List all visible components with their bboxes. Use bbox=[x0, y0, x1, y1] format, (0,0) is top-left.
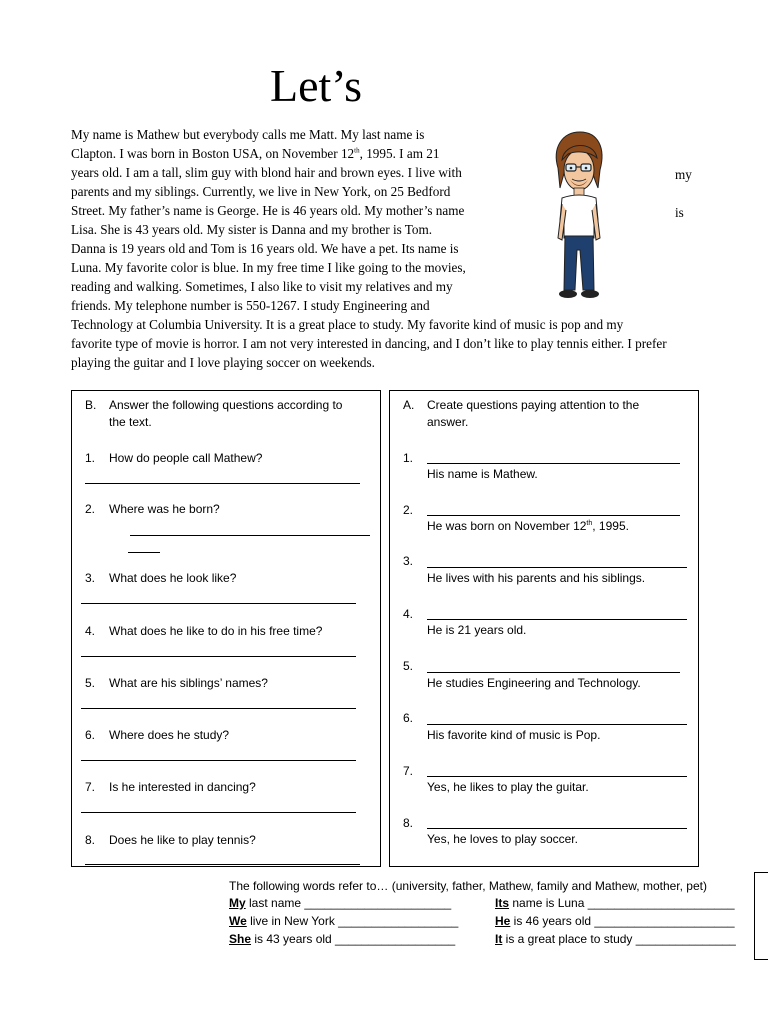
passage-continuation: is bbox=[675, 205, 684, 220]
passage-line: years old. I am a tall, slim guy with blond hair and brown eyes. I live with bbox=[71, 165, 462, 180]
question-line[interactable] bbox=[427, 463, 680, 464]
section-a-instruction: A. Create questions paying attention to the bbox=[403, 398, 640, 412]
reference-item: Its name is Luna ______________________ bbox=[495, 896, 735, 910]
passage-line: Danna is 19 years old and Tom is 16 years old. We have a pet. Its name is bbox=[71, 241, 459, 256]
given-answer-7: Yes, he likes to play the guitar. bbox=[427, 780, 589, 794]
answer-number: 1. bbox=[403, 451, 414, 465]
question-line[interactable] bbox=[427, 776, 687, 777]
given-answer-1: His name is Mathew. bbox=[427, 467, 538, 481]
page-title: Let’s bbox=[270, 60, 362, 111]
answer-number: 8. bbox=[403, 816, 414, 830]
answer-line[interactable] bbox=[85, 864, 360, 865]
question-8: 8. Does he like to play tennis? bbox=[85, 833, 256, 847]
given-answer-5: He studies Engineering and Technology. bbox=[427, 676, 641, 690]
passage-line: favorite type of movie is horror. I am not very interested in dancing, and I don’t like to play tennis either. I prefer bbox=[71, 336, 667, 351]
answer-line[interactable] bbox=[130, 535, 370, 536]
reference-item: We live in New York __________________ bbox=[229, 914, 459, 928]
question-2: 2. Where was he born? bbox=[85, 502, 220, 516]
answer-number: 4. bbox=[403, 607, 414, 621]
passage-continuation: my bbox=[675, 167, 692, 182]
answer-number: 3. bbox=[403, 554, 414, 568]
question-line[interactable] bbox=[427, 619, 687, 620]
passage-line: Clapton. I was born in Boston USA, on November 12th, 1995. I am 21 bbox=[71, 146, 440, 161]
question-6: 6. Where does he study? bbox=[85, 728, 230, 742]
passage-line: Technology at Columbia University. It is a great place to study. My favorite kind of music is pop and my bbox=[71, 317, 624, 332]
answer-line[interactable] bbox=[81, 656, 356, 657]
passage-line: Street. My father’s name is George. He is 46 years old. My mother’s name bbox=[71, 203, 465, 218]
question-1: 1. How do people call Mathew? bbox=[85, 451, 263, 465]
question-3: 3. What does he look like? bbox=[85, 571, 237, 585]
passage-line: playing the guitar and I love playing soccer on weekends. bbox=[71, 355, 375, 370]
answer-number: 2. bbox=[403, 503, 414, 517]
cropped-box-edge bbox=[754, 872, 768, 960]
answer-line[interactable] bbox=[81, 603, 356, 604]
answer-line[interactable] bbox=[128, 552, 160, 553]
answer-number: 6. bbox=[403, 711, 414, 725]
question-5: 5. What are his siblings’ names? bbox=[85, 676, 268, 690]
answer-line[interactable] bbox=[81, 812, 356, 813]
reference-item: He is 46 years old _____________________ bbox=[495, 914, 735, 928]
section-a-instruction-cont: answer. bbox=[427, 415, 469, 429]
section-b-instruction: B. Answer the following questions according to bbox=[85, 398, 343, 412]
passage-line: friends. My telephone number is 550-1267. I study Engineering and bbox=[71, 298, 430, 313]
given-answer-2: He was born on November 12th, 1995. bbox=[427, 519, 629, 533]
answer-line[interactable] bbox=[81, 760, 356, 761]
question-7: 7. Is he interested in dancing? bbox=[85, 780, 256, 794]
passage-line: parents and my siblings. Currently, we live in New York, on 25 Bedford bbox=[71, 184, 451, 199]
question-line[interactable] bbox=[427, 828, 687, 829]
question-line[interactable] bbox=[427, 515, 680, 516]
section-b-instruction-cont: the text. bbox=[109, 415, 152, 429]
passage-line: reading and walking. Sometimes, I also like to visit my relatives and my bbox=[71, 279, 453, 294]
question-4: 4. What does he like to do in his free time? bbox=[85, 624, 323, 638]
passage-line: My name is Mathew but everybody calls me Matt. My last name is bbox=[71, 127, 425, 142]
reference-instruction: The following words refer to… (university, father, Mathew, family and Mathew, mother, pet) bbox=[229, 879, 707, 893]
given-answer-4: He is 21 years old. bbox=[427, 623, 527, 637]
passage-line: Luna. My favorite color is blue. In my free time I like going to the movies, bbox=[71, 260, 466, 275]
answer-number: 5. bbox=[403, 659, 414, 673]
cartoon-boy-illustration bbox=[548, 128, 610, 304]
reference-item: She is 43 years old __________________ bbox=[229, 932, 456, 946]
question-line[interactable] bbox=[427, 567, 687, 568]
reference-item: It is a great place to study _______________ bbox=[495, 932, 736, 946]
reference-item: My last name ______________________ bbox=[229, 896, 452, 910]
answer-line[interactable] bbox=[85, 483, 360, 484]
given-answer-6: His favorite kind of music is Pop. bbox=[427, 728, 601, 742]
given-answer-8: Yes, he loves to play soccer. bbox=[427, 832, 578, 846]
answer-number: 7. bbox=[403, 764, 414, 778]
answer-line[interactable] bbox=[81, 708, 356, 709]
question-line[interactable] bbox=[427, 672, 680, 673]
given-answer-3: He lives with his parents and his siblings. bbox=[427, 571, 646, 585]
question-line[interactable] bbox=[427, 724, 687, 725]
passage-line: Lisa. She is 43 years old. My sister is Danna and my brother is Tom. bbox=[71, 222, 433, 237]
